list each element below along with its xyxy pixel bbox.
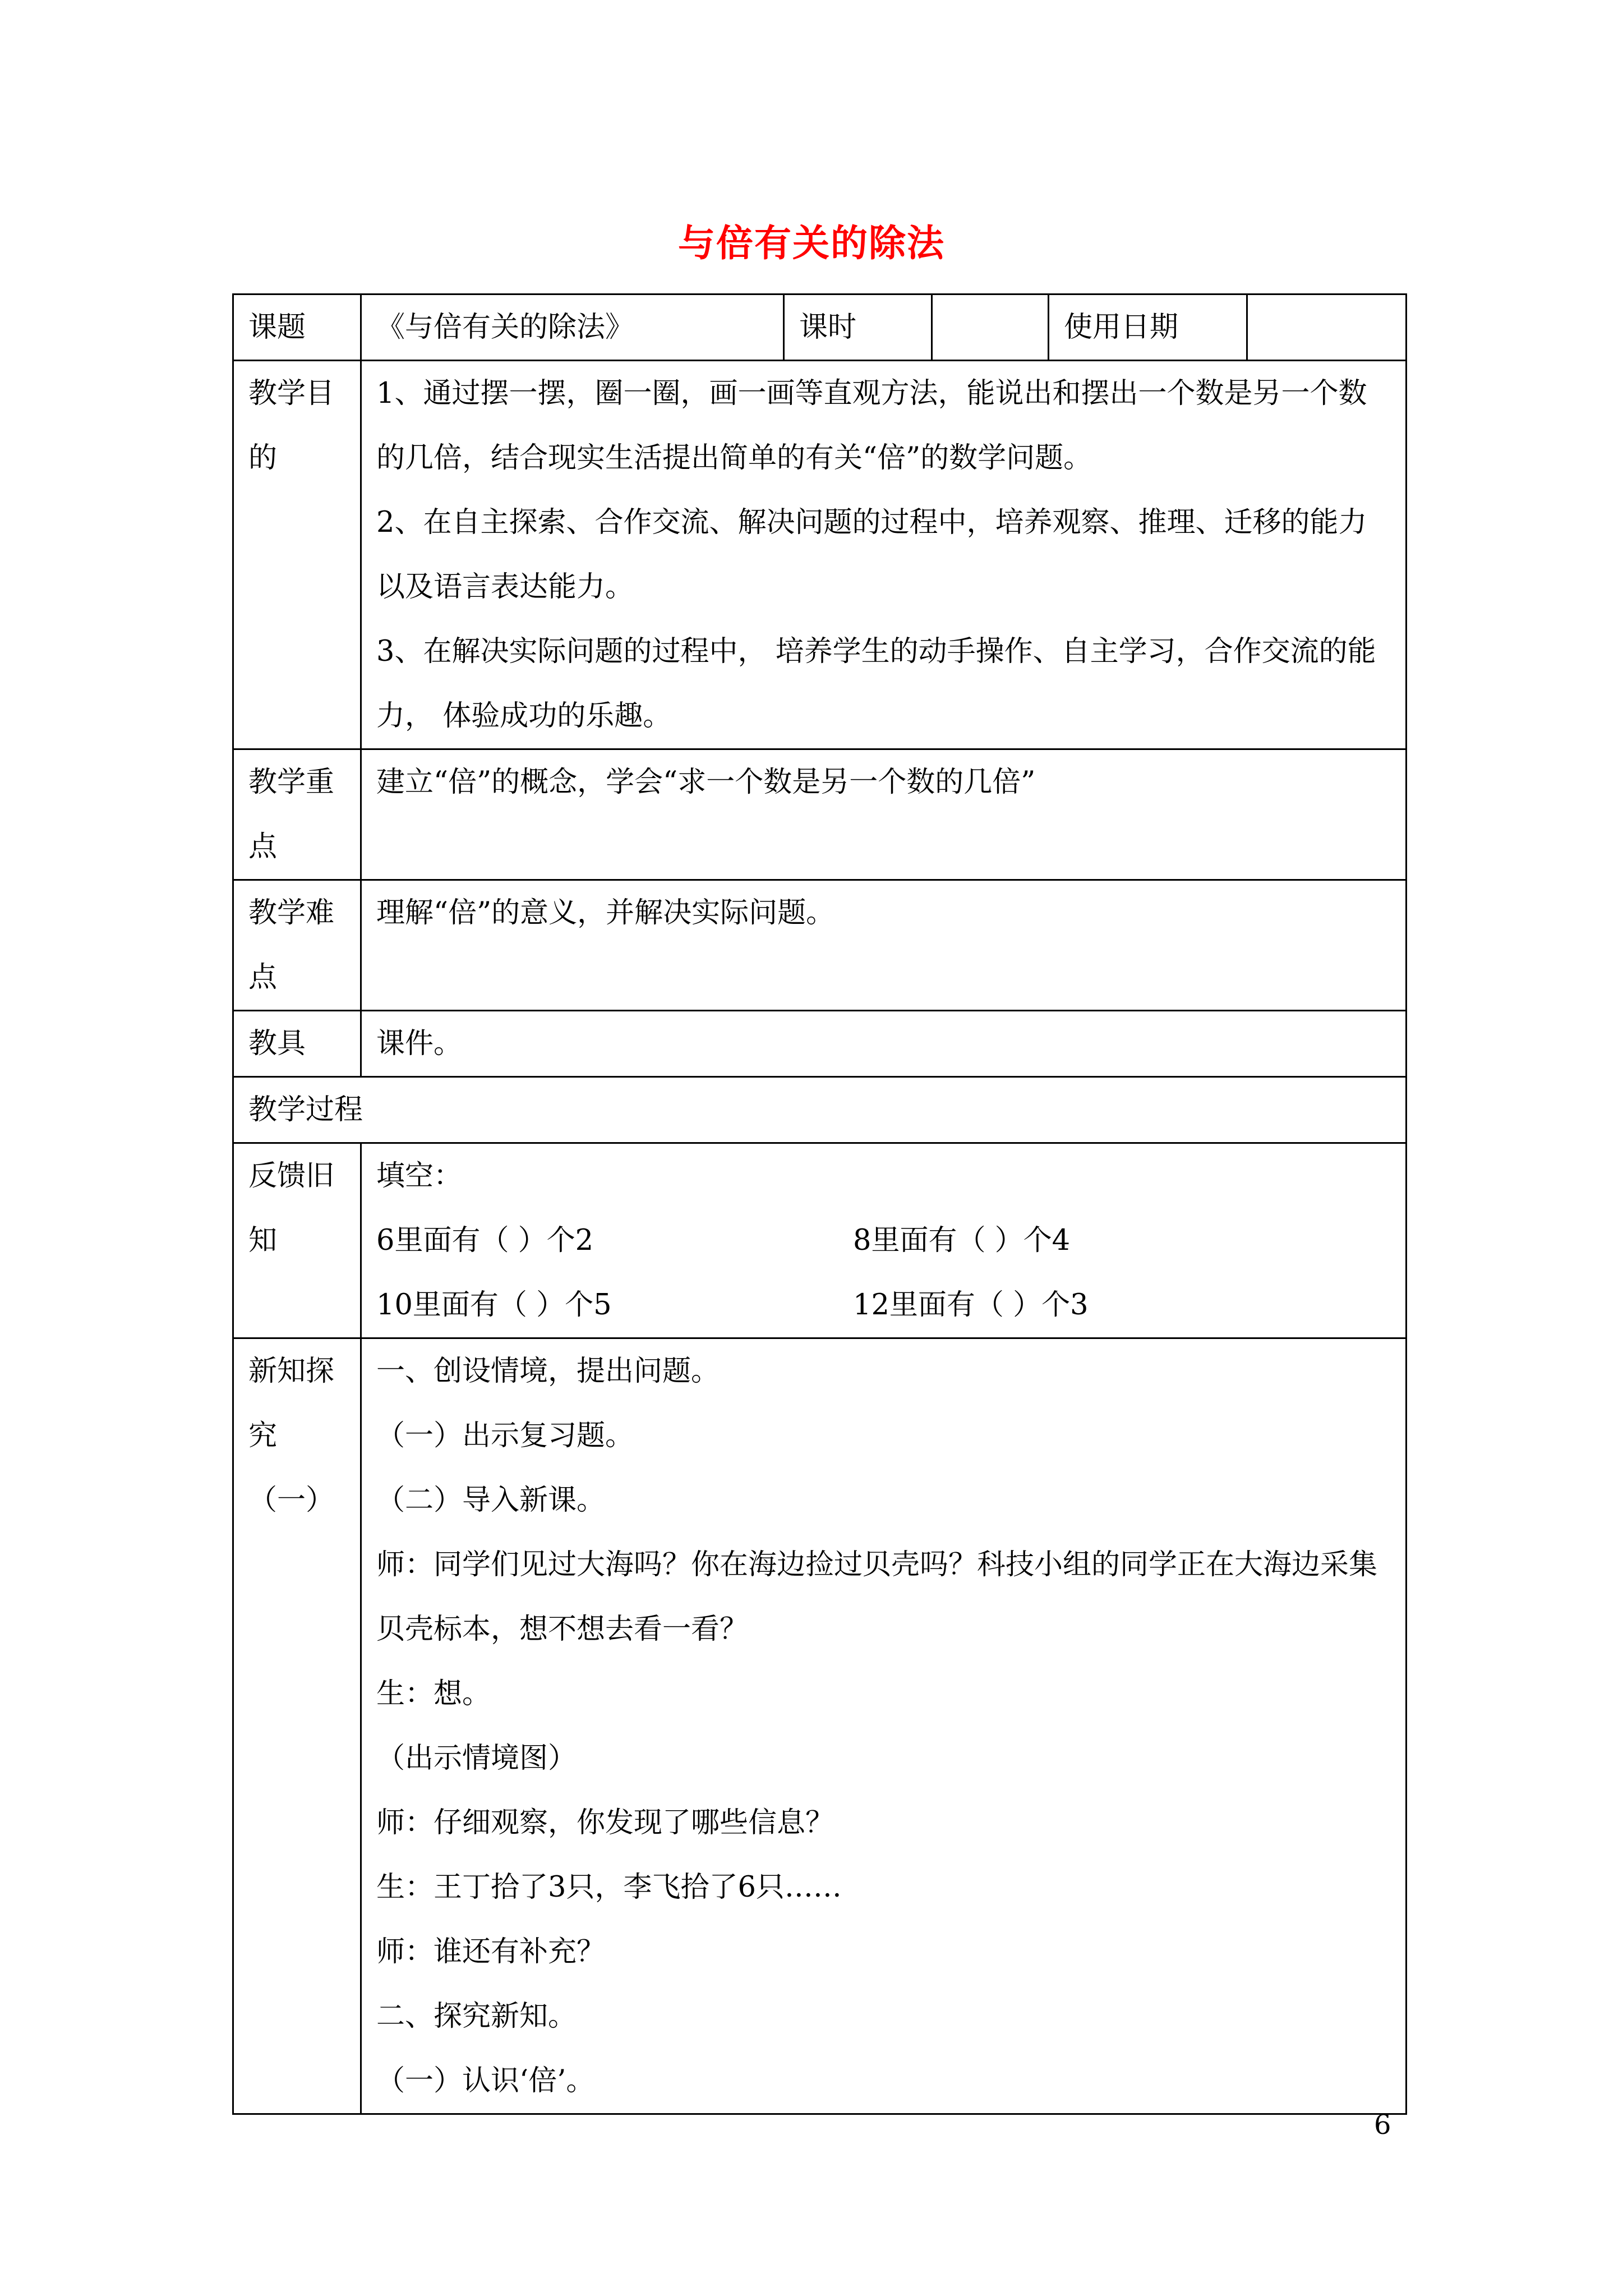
explore-line: 师：谁还有补充？ [376, 1935, 606, 1968]
explore-line: 生：想。 [376, 1677, 491, 1710]
tools-content: 课件。 [361, 1011, 1407, 1077]
explore-line: 二、探究新知。 [376, 2000, 577, 2033]
date-value [1247, 295, 1407, 361]
tools-label: 教具 [233, 1011, 361, 1077]
explore-line: 生：王丁拾了3只，李飞拾了6只…… [376, 1871, 842, 1904]
topic-value: 《与倍有关的除法》 [361, 295, 784, 361]
explore-content [361, 1338, 1407, 2114]
explore-line: 师：同学们见过大海吗？你在海边捡过贝壳吗？科技小组的同学正在大海边采集贝壳标本，想不想去看一看？ [376, 1548, 1378, 1646]
date-label: 使用日期 [1049, 295, 1247, 361]
objective-item: 3、在解决实际问题的过程中， 培养学生的动手操作、自主学习，合作交流的能力， 体验成功的乐趣。 [376, 635, 1376, 733]
review-label: 反馈旧知 [233, 1143, 361, 1338]
explore-line: （一）出示复习题。 [376, 1419, 634, 1452]
objective-item: 1、通过摆一摆，圈一圈，画一画等直观方法，能说出和摆出一个数是另一个数的几倍，结合现实生活提出简单的有关“倍”的数学问题。 [376, 377, 1367, 475]
process-heading: 教学过程 [233, 1077, 1407, 1143]
key-points-label: 教学重点 [233, 749, 361, 880]
document-title: 与倍有关的除法 [678, 221, 945, 265]
fill-blank-item: 8里面有（ ）个4 [853, 1224, 1071, 1257]
explore-line: （出示情境图） [376, 1742, 577, 1775]
page-number: 6 [1374, 2109, 1391, 2141]
review-intro: 填空： [376, 1159, 463, 1193]
fill-blank-row [376, 1208, 1395, 1273]
explore-line: 一、创设情境，提出问题。 [376, 1355, 720, 1388]
explore-line: （一）认识‘倍’。 [376, 2064, 595, 2097]
tools-row [233, 1011, 1407, 1077]
review-row [233, 1143, 1407, 1338]
process-row [233, 1077, 1407, 1143]
explore-line: （二）导入新课。 [376, 1484, 606, 1517]
objectives-content [361, 361, 1407, 749]
fill-blank-item: 12里面有（ ）个3 [853, 1289, 1089, 1322]
explore-row [233, 1338, 1407, 2114]
lesson-plan-table [232, 293, 1407, 2115]
explore-line: 师：仔细观察，你发现了哪些信息？ [376, 1806, 834, 1839]
header-row [233, 295, 1407, 361]
key-points-row [233, 749, 1407, 880]
review-content [361, 1143, 1407, 1338]
period-label: 课时 [784, 295, 932, 361]
objectives-label: 教学目的 [233, 361, 361, 749]
topic-label: 课题 [233, 295, 361, 361]
key-points-content: 建立“倍”的概念，学会“求一个数是另一个数的几倍” [361, 749, 1407, 880]
difficulties-label: 教学难点 [233, 880, 361, 1011]
fill-blank-row [376, 1273, 1395, 1337]
objectives-row [233, 361, 1407, 749]
objective-item: 2、在自主探索、合作交流、解决问题的过程中，培养观察、推理、迁移的能力以及语言表达能力。 [376, 506, 1367, 604]
difficulties-content: 理解“倍”的意义，并解决实际问题。 [361, 880, 1407, 1011]
fill-blank-item: 6里面有（ ）个2 [376, 1224, 594, 1257]
difficulties-row [233, 880, 1407, 1011]
explore-label: 新知探 究 （一） [233, 1338, 361, 2114]
period-value [932, 295, 1049, 361]
fill-blank-item: 10里面有（ ）个5 [376, 1289, 612, 1322]
